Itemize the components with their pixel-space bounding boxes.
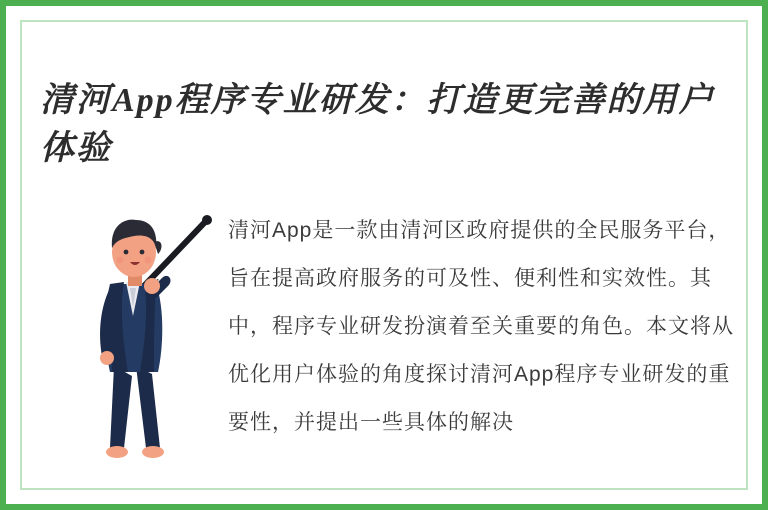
- businessman-pointing-illustration: [66, 176, 216, 476]
- illustration-svg: [66, 176, 216, 476]
- page-title: 清河App程序专业研发：打造更完善的用户体验: [40, 81, 715, 167]
- article-body: 清河App是一款由清河区政府提供的全民服务平台，旨在提高政府服务的可及性、便利性和实效性。其中，程序专业研发扮演着至关重要的角色。本文将从优化用户体验的角度探讨清河App程序专业研发的重要性，并提出一些具体的解决: [228, 219, 734, 434]
